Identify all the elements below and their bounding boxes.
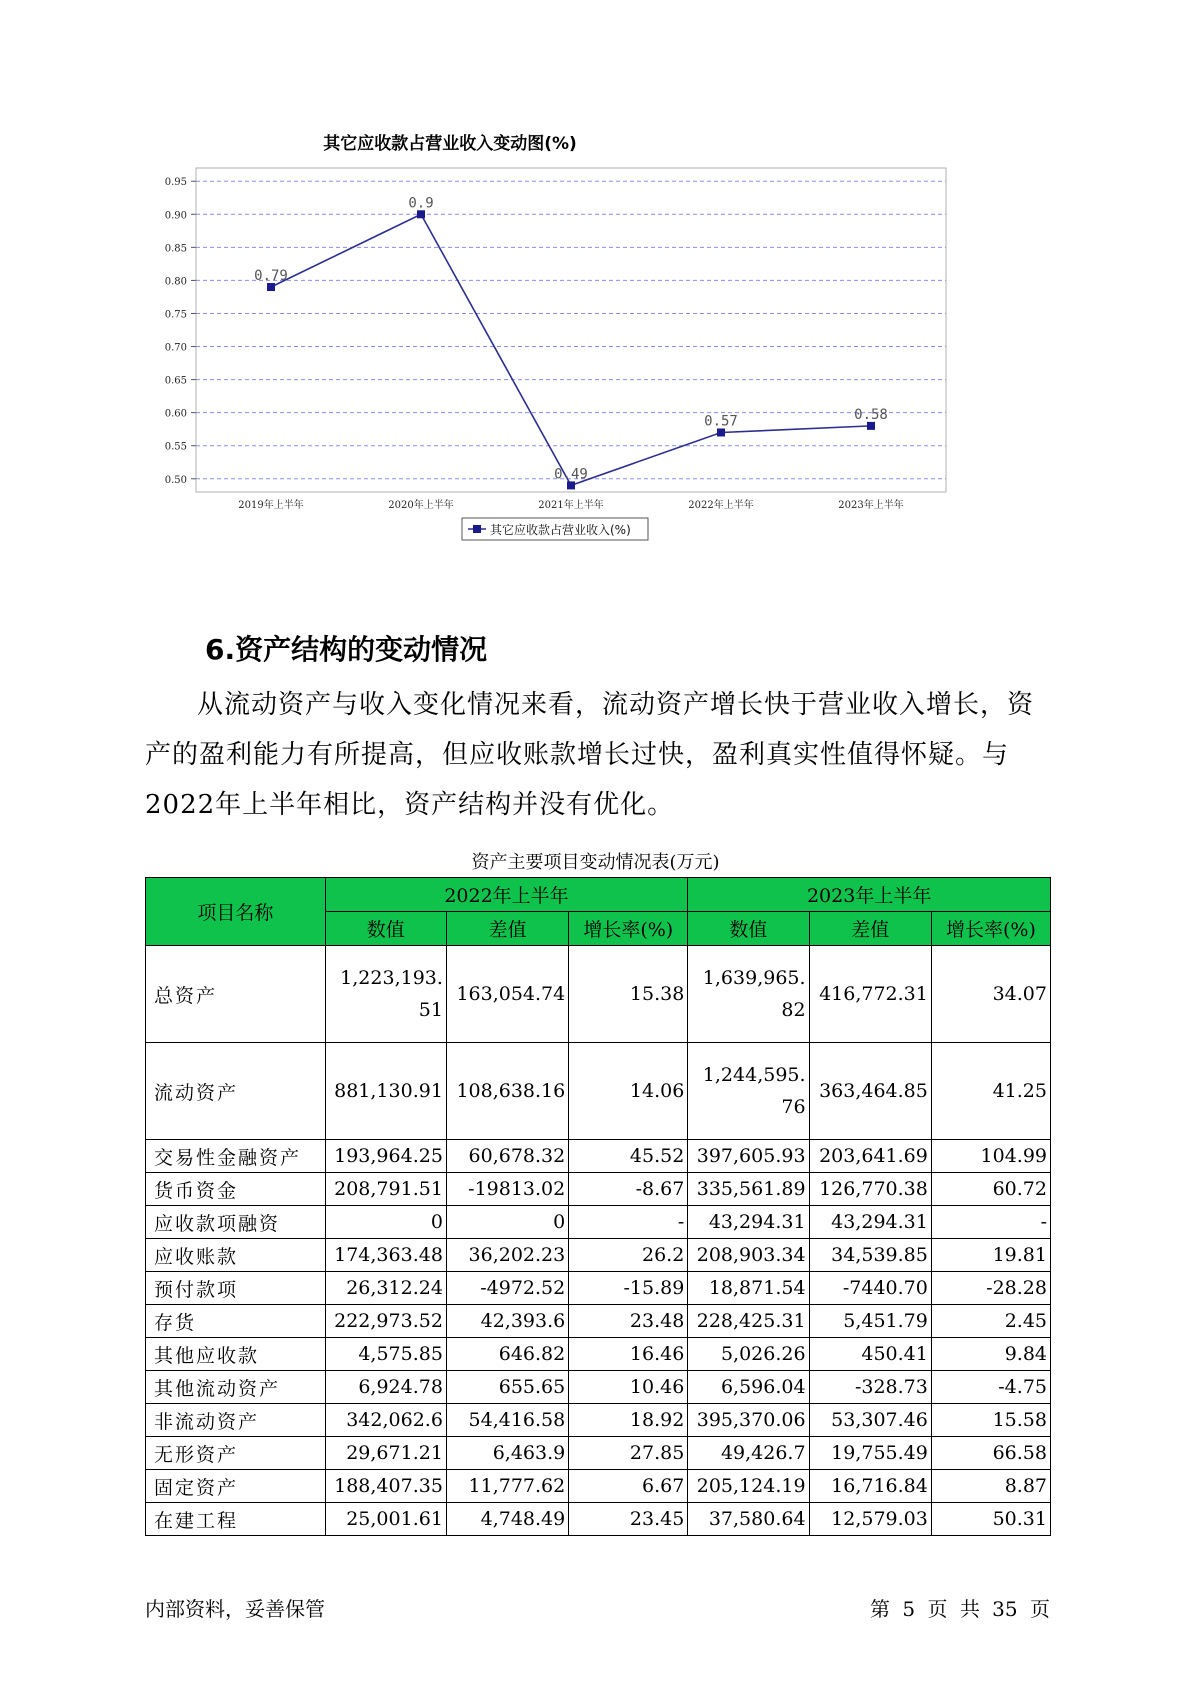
table-cell: -	[931, 1206, 1050, 1239]
table-row	[146, 1272, 1051, 1305]
chart-svg	[140, 128, 1040, 598]
table-row	[146, 1338, 1051, 1371]
table-cell: 208,903.34	[688, 1239, 809, 1272]
data-label: 0.9	[408, 195, 434, 212]
row-label: 应收账款	[146, 1239, 326, 1272]
x-tick-label: 2020年上半年	[388, 500, 454, 511]
data-label: 0.58	[854, 406, 888, 423]
table-cell: 0	[325, 1206, 446, 1239]
table-cell: 43,294.31	[809, 1206, 931, 1239]
header-rate-2022: 增长率(%)	[569, 912, 688, 946]
table-cell: 36,202.23	[446, 1239, 568, 1272]
table-cell: 25,001.61	[325, 1503, 446, 1536]
table-row	[146, 946, 1051, 1043]
table-cell: 5,451.79	[809, 1305, 931, 1338]
table-cell: 203,641.69	[809, 1140, 931, 1173]
cell-value: 1,244,595.76	[702, 1064, 806, 1118]
table-row	[146, 1404, 1051, 1437]
y-tick-label: 0.80	[164, 276, 187, 288]
table-cell: 4,575.85	[325, 1338, 446, 1371]
table-cell: 26,312.24	[325, 1272, 446, 1305]
section-heading: 6.资产结构的变动情况	[205, 633, 488, 666]
table-cell: 342,062.6	[325, 1404, 446, 1437]
table-cell: 5,026.26	[688, 1338, 809, 1371]
data-point	[267, 283, 275, 291]
table-row	[146, 1173, 1051, 1206]
table-cell: 16,716.84	[809, 1470, 931, 1503]
row-label: 总资产	[146, 946, 326, 1043]
table-cell: 16.46	[569, 1338, 688, 1371]
table-cell: 10.46	[569, 1371, 688, 1404]
y-tick-label: 0.85	[164, 243, 187, 255]
table-cell: -328.73	[809, 1371, 931, 1404]
table-cell: 228,425.31	[688, 1305, 809, 1338]
data-point	[867, 422, 875, 430]
table-cell: 9.84	[931, 1338, 1050, 1371]
table-cell: 222,973.52	[325, 1305, 446, 1338]
cell-value: 1,223,193.51	[340, 967, 443, 1021]
header-item-name: 项目名称	[146, 878, 326, 946]
asset-change-table	[145, 877, 1051, 1536]
row-label: 预付款项	[146, 1272, 326, 1305]
table-cell: 4,748.49	[446, 1503, 568, 1536]
header-rate-2023: 增长率(%)	[931, 912, 1050, 946]
table-cell: 104.99	[931, 1140, 1050, 1173]
table-cell: 18,871.54	[688, 1272, 809, 1305]
table-cell: 126,770.38	[809, 1173, 931, 1206]
row-label: 流动资产	[146, 1043, 326, 1140]
chart-title: 其它应收款占营业收入变动图(%)	[323, 134, 577, 154]
table-row	[146, 1043, 1051, 1140]
header-diff-2023: 差值	[809, 912, 931, 946]
table-cell: 41.25	[931, 1043, 1050, 1140]
row-label: 存货	[146, 1305, 326, 1338]
plot-frame	[196, 168, 946, 492]
table-cell: 60,678.32	[446, 1140, 568, 1173]
table-cell: 416,772.31	[809, 946, 931, 1043]
y-tick-label: 0.95	[164, 177, 187, 189]
data-label: 0.57	[704, 413, 738, 430]
table-cell: 2.45	[931, 1305, 1050, 1338]
table-cell: 646.82	[446, 1338, 568, 1371]
table-cell: 8.87	[931, 1470, 1050, 1503]
table-cell: 655.65	[446, 1371, 568, 1404]
table-row	[146, 1305, 1051, 1338]
table-cell: 14.06	[569, 1043, 688, 1140]
table-row	[146, 1371, 1051, 1404]
table-cell: 397,605.93	[688, 1140, 809, 1173]
table-cell: 43,294.31	[688, 1206, 809, 1239]
table-row	[146, 1206, 1051, 1239]
table-cell: 6,924.78	[325, 1371, 446, 1404]
table-row	[146, 1470, 1051, 1503]
data-label: 0.49	[554, 466, 588, 483]
table-cell: -19813.02	[446, 1173, 568, 1206]
table-row	[146, 1239, 1051, 1272]
table-cell: 23.48	[569, 1305, 688, 1338]
table-cell: 6.67	[569, 1470, 688, 1503]
table-cell: 205,124.19	[688, 1470, 809, 1503]
data-point	[417, 210, 425, 218]
data-point	[567, 481, 575, 489]
table-cell: 53,307.46	[809, 1404, 931, 1437]
legend-marker	[473, 525, 481, 533]
line-chart	[140, 128, 1040, 598]
series-line	[271, 214, 871, 485]
table-body	[146, 946, 1051, 1536]
table-row	[146, 1437, 1051, 1470]
row-label: 固定资产	[146, 1470, 326, 1503]
table-cell: 108,638.16	[446, 1043, 568, 1140]
table-cell: 19.81	[931, 1239, 1050, 1272]
table-cell: 49,426.7	[688, 1437, 809, 1470]
table-cell: -15.89	[569, 1272, 688, 1305]
cell-value: 1,639,965.82	[702, 967, 806, 1021]
table-cell: 27.85	[569, 1437, 688, 1470]
table-cell: 54,416.58	[446, 1404, 568, 1437]
row-label: 交易性金融资产	[146, 1140, 326, 1173]
table-cell: 6,463.9	[446, 1437, 568, 1470]
y-tick-label: 0.55	[164, 441, 187, 453]
table-cell	[688, 1043, 809, 1140]
table-cell: -4.75	[931, 1371, 1050, 1404]
y-tick-label: 0.60	[164, 408, 187, 420]
legend-label: 其它应收款占营业收入(%)	[490, 523, 631, 537]
row-label: 货币资金	[146, 1173, 326, 1206]
table-cell	[325, 1043, 446, 1140]
row-label: 其他应收款	[146, 1338, 326, 1371]
table-cell: 395,370.06	[688, 1404, 809, 1437]
table-cell: 335,561.89	[688, 1173, 809, 1206]
table-cell: 193,964.25	[325, 1140, 446, 1173]
table-cell: -4972.52	[446, 1272, 568, 1305]
x-tick-label: 2019年上半年	[238, 500, 304, 511]
header-diff-2022: 差值	[446, 912, 568, 946]
body-paragraph: 从流动资产与收入变化情况来看，流动资产增长快于营业收入增长，资产的盈利能力有所提高，但应收账款增长过快，盈利真实性值得怀疑。与2022年上半年相比，资产结构并没有优化。	[145, 690, 1035, 820]
table-cell: 19,755.49	[809, 1437, 931, 1470]
x-tick-label: 2021年上半年	[538, 500, 604, 511]
table-row	[146, 1140, 1051, 1173]
table-cell: 60.72	[931, 1173, 1050, 1206]
table-cell: 0	[446, 1206, 568, 1239]
header-group-2022: 2022年上半年	[325, 878, 688, 912]
row-label: 在建工程	[146, 1503, 326, 1536]
footer-note: 内部资料，妥善保管	[145, 1597, 325, 1621]
y-tick-label: 0.65	[164, 375, 187, 387]
table-cell: -8.67	[569, 1173, 688, 1206]
table-cell: 29,671.21	[325, 1437, 446, 1470]
page-number: 第 5 页 共 35 页	[870, 1597, 1050, 1621]
data-label: 0.79	[254, 268, 288, 285]
y-tick-label: 0.50	[164, 474, 187, 486]
table-caption: 资产主要项目变动情况表(万元)	[471, 852, 720, 873]
table-cell: 6,596.04	[688, 1371, 809, 1404]
table-cell	[325, 946, 446, 1043]
table-cell: 34,539.85	[809, 1239, 931, 1272]
x-tick-label: 2022年上半年	[688, 500, 754, 511]
y-tick-label: 0.70	[164, 342, 187, 354]
row-label: 非流动资产	[146, 1404, 326, 1437]
table-cell: 12,579.03	[809, 1503, 931, 1536]
table-cell: -7440.70	[809, 1272, 931, 1305]
table-cell: -28.28	[931, 1272, 1050, 1305]
table-cell: 208,791.51	[325, 1173, 446, 1206]
table-cell: 34.07	[931, 946, 1050, 1043]
data-point	[717, 428, 725, 436]
table-cell: 174,363.48	[325, 1239, 446, 1272]
table-cell: 42,393.6	[446, 1305, 568, 1338]
table-cell: 11,777.62	[446, 1470, 568, 1503]
row-label: 其他流动资产	[146, 1371, 326, 1404]
table-cell: 45.52	[569, 1140, 688, 1173]
table-cell: 23.45	[569, 1503, 688, 1536]
table-cell: 66.58	[931, 1437, 1050, 1470]
table-cell	[688, 946, 809, 1043]
row-label: 无形资产	[146, 1437, 326, 1470]
x-tick-label: 2023年上半年	[838, 500, 904, 511]
table-cell: 26.2	[569, 1239, 688, 1272]
table-cell: 18.92	[569, 1404, 688, 1437]
table-cell: 37,580.64	[688, 1503, 809, 1536]
y-tick-label: 0.75	[164, 309, 187, 321]
table-cell: 363,464.85	[809, 1043, 931, 1140]
table-cell: 15.38	[569, 946, 688, 1043]
header-value-2022: 数值	[325, 912, 446, 946]
table-row	[146, 1503, 1051, 1536]
row-label: 应收款项融资	[146, 1206, 326, 1239]
table-cell: 15.58	[931, 1404, 1050, 1437]
table-cell: 188,407.35	[325, 1470, 446, 1503]
table-cell: 450.41	[809, 1338, 931, 1371]
y-tick-label: 0.90	[164, 210, 187, 222]
header-group-2023: 2023年上半年	[688, 878, 1051, 912]
table-cell: 163,054.74	[446, 946, 568, 1043]
header-value-2023: 数值	[688, 912, 809, 946]
table-cell: -	[569, 1206, 688, 1239]
table-cell: 50.31	[931, 1503, 1050, 1536]
cell-value: 881,130.91	[334, 1080, 443, 1102]
